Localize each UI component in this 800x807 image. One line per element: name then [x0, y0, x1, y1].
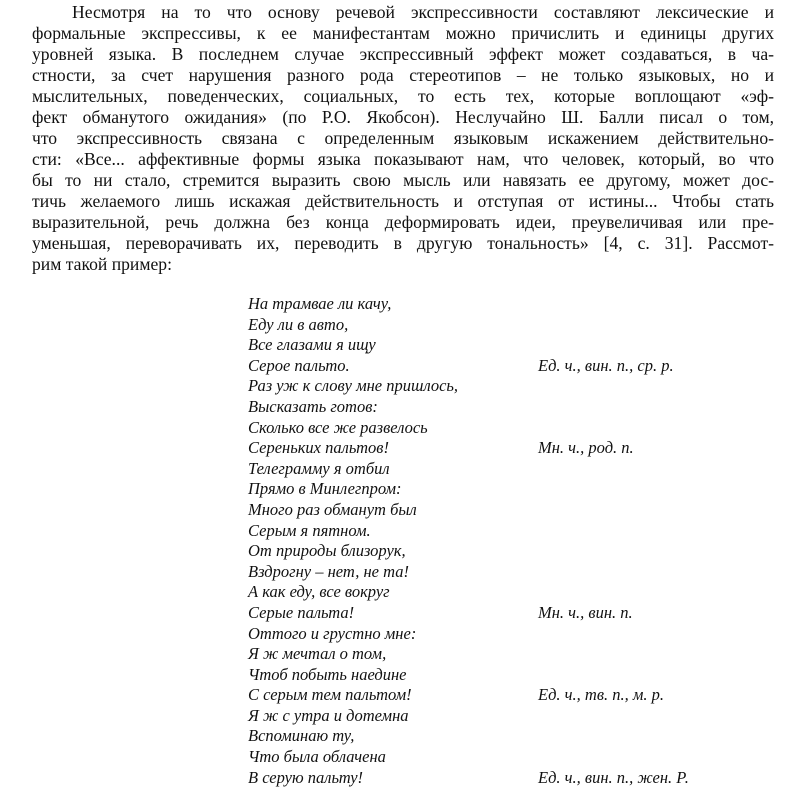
poem-block — [248, 294, 548, 788]
poem-line: Сколько все же развелось — [248, 417, 428, 437]
poem-line: На трамвае ли качу, — [248, 294, 392, 313]
grammar-note: Ед. ч., тв. п., м. р. — [538, 685, 665, 705]
paragraph-line: тичь желаемого лишь искажая действительность и отступая от истины... Чтобы стать — [32, 191, 774, 211]
paragraph-line: формальные экспрессивы, к ее манифестантам можно причислить и единицы других — [32, 23, 774, 43]
poem-line: Вспоминаю ту, — [248, 726, 355, 746]
paragraph-line: сти: «Все... аффективные формы языка показывают нам, что человек, который, во что — [32, 149, 774, 169]
paragraph-line: уровней языка. В последнем случае экспрессивный эффект может создаваться, в ча- — [32, 44, 774, 64]
grammar-note: Ед. ч., вин. п., ср. р. — [538, 355, 674, 375]
grammar-note: Ед. ч., вин. п., жен. Р. — [538, 767, 689, 787]
poem-line: Все глазами я ищу — [248, 335, 376, 355]
poem-line: Что была облачена — [248, 747, 386, 767]
poem-line: От природы близорук, — [248, 541, 406, 561]
poem-line: Много раз обманут был — [248, 499, 417, 519]
poem-line: Оттого и грустно мне: — [248, 623, 417, 643]
poem-line: Телеграмму я отбил — [248, 458, 390, 478]
poem-line: Я ж с утра и дотемна — [248, 705, 409, 725]
grammar-note: Мн. ч., вин. п. — [538, 603, 633, 622]
paragraph-line: уменьшая, переворачивать их, переводить в другую тональность» [4, с. 31]. Рассмот- — [32, 233, 774, 253]
poem-line: Высказать готов: — [248, 396, 378, 416]
poem-line: Я ж мечтал о том, — [248, 644, 387, 664]
poem-line: Серым я пятном. — [248, 520, 371, 540]
paragraph-line: что экспрессивность связана с определенным языковым искажением действительно- — [32, 128, 774, 148]
poem-line: Серое пальто. — [248, 355, 350, 375]
poem-line: Вздрогну – нет, не та! — [248, 561, 409, 581]
poem-line: Еду ли в авто, — [248, 314, 349, 334]
paragraph-line: мыслительных, поведенческих, социальных, то есть тех, которые воплощают «эф- — [32, 86, 774, 106]
poem-line: А как еду, все вокруг — [248, 582, 390, 602]
paragraph-line: стности, за счет нарушения разного рода стереотипов – не только языковых, но и — [32, 65, 774, 85]
poem-line: Серые пальта! — [248, 602, 355, 622]
paragraph-line: выразительной, речь должна без конца деформировать идеи, преувеличивая или пре- — [32, 212, 774, 232]
paragraph-line: Несмотря на то что основу речевой экспрессивности составляют лексические и — [72, 2, 774, 22]
paragraph-line: рим такой пример: — [32, 254, 172, 274]
poem-line: Сереньких пальтов! — [248, 438, 389, 458]
paragraph-line: бы то ни стало, стремится выразить свою мысль или навязать ее другому, может дос- — [32, 170, 774, 190]
poem-line: В серую пальту! — [248, 767, 364, 787]
poem-line: Раз уж к слову мне пришлось, — [248, 376, 459, 396]
grammar-note: Мн. ч., род. п. — [538, 438, 634, 458]
poem-line: С серым тем пальтом! — [248, 685, 412, 705]
poem-line: Прямо в Минлегпром: — [248, 479, 402, 499]
paragraph-line: фект обманутого ожидания» (по Р.О. Якобсон). Неслучайно Ш. Балли писал о том, — [32, 107, 774, 127]
poem-line: Чтоб побыть наедине — [248, 664, 407, 684]
body-paragraph — [32, 2, 774, 275]
